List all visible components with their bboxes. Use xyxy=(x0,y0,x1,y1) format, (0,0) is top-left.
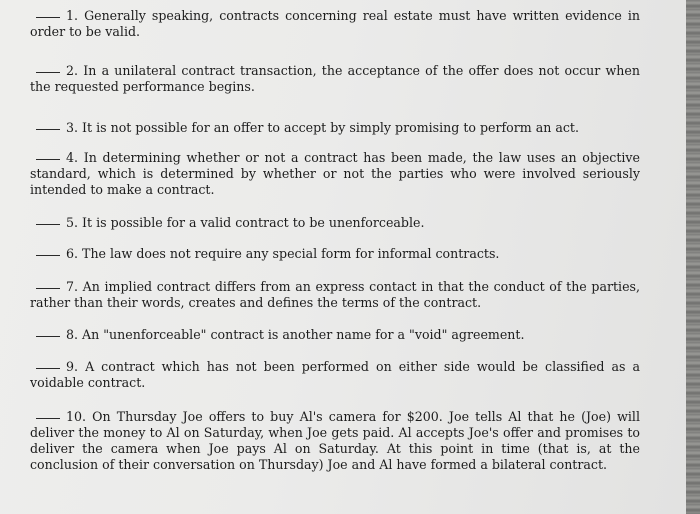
answer-blank[interactable] xyxy=(36,129,60,130)
answer-blank[interactable] xyxy=(36,224,60,225)
question-2 xyxy=(30,63,640,95)
answer-blank[interactable] xyxy=(36,288,60,289)
question-9 xyxy=(30,359,640,391)
question-text: On Thursday Joe offers to buy Al's camera for $200. Joe tells Al that he (Joe) will deliver the money to Al on Saturday, when Joe gets paid. Al accepts Joe's offer and promises to deliver the camera when Joe pays Al on Saturday. At this point in time (that is, at the conclusion of their conversation on Thursday) Joe and Al have formed a bilateral contract. xyxy=(30,409,640,472)
page-edge xyxy=(686,0,700,514)
answer-blank[interactable] xyxy=(36,255,60,256)
question-text: In a unilateral contract transaction, the acceptance of the offer does not occur when the requested performance begins. xyxy=(30,63,640,94)
question-text: It is not possible for an offer to accept by simply promising to perform an act. xyxy=(82,120,579,135)
question-number: 5. xyxy=(66,215,79,230)
answer-blank[interactable] xyxy=(36,17,60,18)
question-number: 9. xyxy=(66,359,79,374)
answer-blank[interactable] xyxy=(36,336,60,337)
question-text: An "unenforceable" contract is another name for a "void" agreement. xyxy=(82,327,525,342)
question-text: In determining whether or not a contract has been made, the law uses an objective standard, which is determined by whether or not the parties who were involved seriously intended to make a contract. xyxy=(30,150,640,197)
question-8 xyxy=(30,327,640,343)
question-1 xyxy=(30,8,640,40)
question-7 xyxy=(30,279,640,311)
question-number: 4. xyxy=(66,150,79,165)
question-number: 8. xyxy=(66,327,79,342)
answer-blank[interactable] xyxy=(36,368,60,369)
answer-blank[interactable] xyxy=(36,159,60,160)
question-text: Generally speaking, contracts concerning real estate must have written evidence in order to be valid. xyxy=(30,8,640,39)
question-number: 10. xyxy=(66,409,87,424)
question-text: The law does not require any special form for informal contracts. xyxy=(82,246,500,261)
question-number: 6. xyxy=(66,246,79,261)
question-text: A contract which has not been performed on either side would be classified as a voidable contract. xyxy=(30,359,640,390)
question-10 xyxy=(30,409,640,473)
question-number: 1. xyxy=(66,8,79,23)
question-number: 2. xyxy=(66,63,79,78)
question-3 xyxy=(30,120,640,136)
question-number: 7. xyxy=(66,279,79,294)
answer-blank[interactable] xyxy=(36,418,60,419)
question-text: An implied contract differs from an express contact in that the conduct of the parties, rather than their words, creates and defines the terms of the contract. xyxy=(30,279,640,310)
question-6 xyxy=(30,246,640,262)
question-number: 3. xyxy=(66,120,79,135)
question-4 xyxy=(30,150,640,198)
answer-blank[interactable] xyxy=(36,72,60,73)
question-text: It is possible for a valid contract to be unenforceable. xyxy=(82,215,425,230)
question-5 xyxy=(30,215,640,231)
